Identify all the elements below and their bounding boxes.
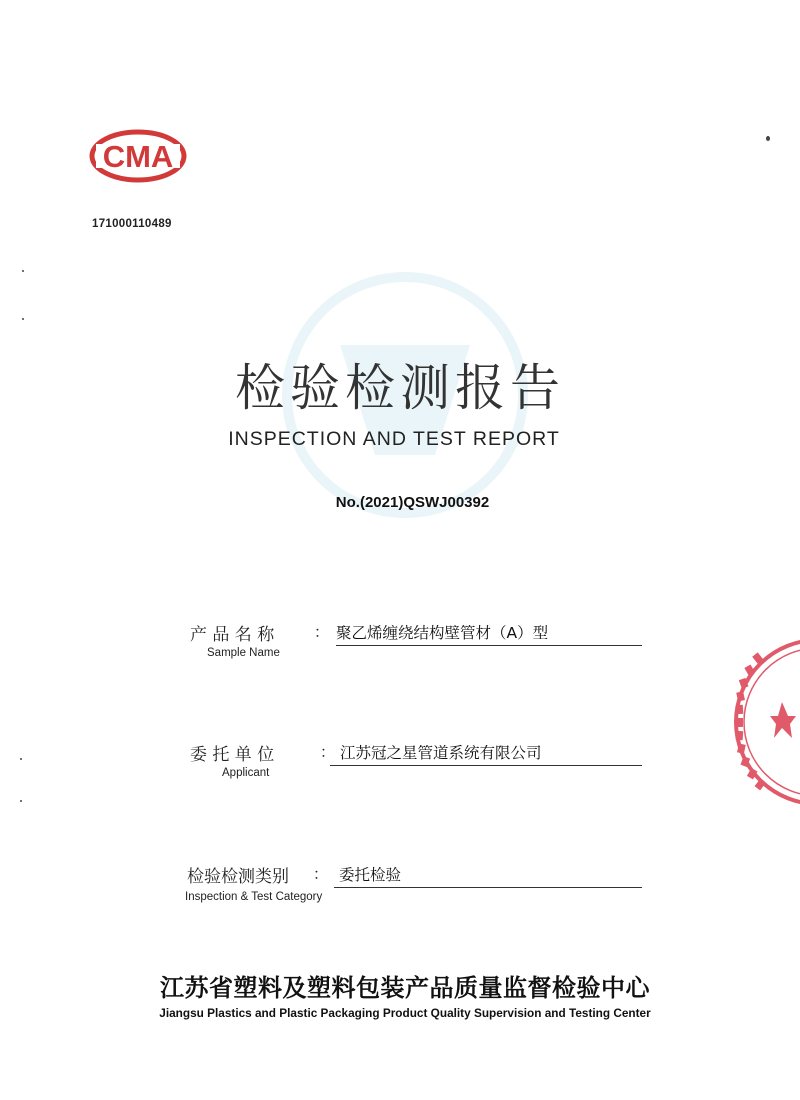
field-underline (330, 765, 642, 766)
cma-logo-text: CMA (102, 139, 174, 174)
organization-name-english: Jiangsu Plastics and Plastic Packaging Product Quality Supervision and Testing Center (159, 1006, 651, 1020)
field-colon: ： (320, 743, 336, 761)
official-seal-stamp (724, 632, 800, 812)
cma-certificate-number: 171000110489 (92, 218, 172, 230)
field-label-chinese: 产 品 名 称 (190, 625, 275, 645)
field-colon: ： (313, 865, 329, 883)
field-value: 委托检验 (339, 866, 402, 884)
field-label-english: Inspection & Test Category (185, 891, 323, 903)
report-title-english: INSPECTION AND TEST REPORT (228, 428, 560, 450)
scan-speck (20, 800, 22, 802)
field-underline (336, 645, 642, 646)
scan-speck (22, 318, 24, 320)
scan-speck (20, 758, 22, 760)
organization-name-chinese: 江苏省塑料及塑料包装产品质量监督检验中心 (160, 974, 650, 1002)
field-label-english: Sample Name (207, 647, 280, 659)
field-label-chinese: 检验检测类别 (187, 867, 289, 887)
field-label-english: Applicant (222, 767, 270, 779)
cma-logo (82, 126, 194, 186)
field-value: 江苏冠之星管道系统有限公司 (340, 744, 542, 762)
report-number: No.(2021)QSWJ00392 (335, 494, 490, 511)
scan-speck (766, 136, 770, 141)
field-colon: ： (314, 623, 330, 641)
report-title-chinese: 检验检测报告 (235, 359, 565, 417)
field-underline (334, 887, 642, 888)
scan-speck (22, 270, 24, 272)
field-value: 聚乙烯缠绕结构壁管材（A）型 (336, 624, 549, 642)
field-label-chinese: 委 托 单 位 (190, 745, 275, 765)
